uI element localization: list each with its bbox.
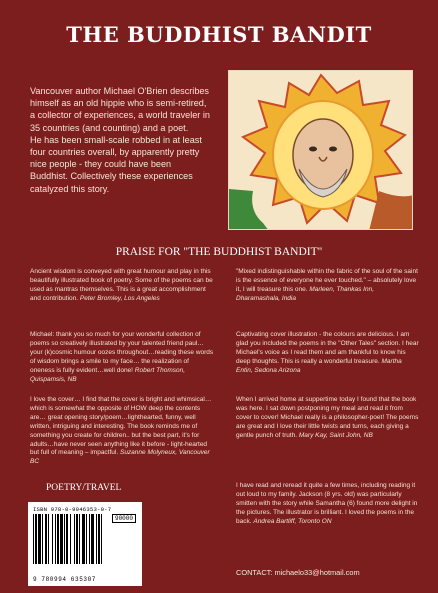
testimonial-attribution: Mary Kay, Saint John, NB [298, 431, 373, 439]
testimonial-text: "Mixed indistinguishable within the fabric of the soul of the saint is the essence of everyone he ever touched." – absolutely love it, I will treasure this one. [236, 268, 418, 293]
barcode-number: 9 780994 635307 [33, 576, 97, 583]
price-code: 90000 [112, 514, 136, 523]
testimonial-attribution: Marleen, Thankas Inn, Dharamashala, India [236, 285, 375, 302]
barcode-bars [33, 514, 133, 572]
contact-info: CONTACT: michaelo33@hotmail.com [236, 568, 360, 577]
testimonial [236, 396, 419, 441]
author-bio [30, 85, 210, 195]
category-label: POETRY/TRAVEL [46, 483, 122, 493]
testimonial-text: Ancient wisdom is conveyed with great humour and play in this beautifully illustrated book of poetry. Some of the poems can be used as mantras themselves. This is a great accomplishment and contribution. [30, 268, 213, 302]
testimonial [236, 482, 419, 527]
testimonial [30, 268, 215, 304]
testimonial [30, 331, 215, 384]
testimonial-attribution: Peter Bromley, Los Angeles [79, 294, 160, 302]
testimonial-text: When I arrived home at suppertime today I found that the book was here. I sat down postponing my meal and read it from cover to cover! Michael really is a philosopher-poet! The poems are great and I love their little twists and turns, each giving a gentle punch of truth. [236, 396, 419, 439]
isbn-barcode [28, 502, 142, 586]
bio-paragraph: He has been small-scale robbed in at least four countries overall, by apparently pretty nice people - they could have been Buddhist. Collectively these experiences catalyzed this story. [30, 134, 202, 194]
testimonial [236, 268, 419, 304]
testimonial [30, 396, 215, 467]
isbn-text: ISBN 978-0-9946353-0-7 [33, 506, 112, 513]
cover-illustration [228, 70, 413, 230]
testimonial-text: Captivating cover illustration - the colours are delicious. I am glad you included the poems in the "Other Tales" section. I hear Michael's voice as I read them and am thankful to know his deep thoughts. This is really a wonderful treasure. [236, 331, 419, 365]
testimonial-text: I have read and reread it quite a few times, including reading it out loud to my family. Jackson (8 yrs. old) was particularly smitten with the story while Samantha (6) found more delight in the pictures. The illustrator is brilliant. I loved the poems in the back. [236, 482, 418, 525]
testimonial-attribution: Andrea Bartliff, Toronto ON [253, 517, 332, 525]
testimonial-text: Michael: thank you so much for your wonderful collection of poems so creatively illustrated by your talented friend paul… your (k)cosmic humour oozes throughout…reading these words of wisdom brings a smile to my face… the realization of oneness is fully evident…well done! [30, 331, 214, 374]
bio-paragraph: Vancouver author Michael O'Brien describes himself as an old hippie who is semi-retired, a collector of experiences, a world traveler in 35 countries (and counting) and a poet. [30, 86, 210, 133]
cover-art-image [229, 71, 413, 230]
testimonial-attribution: Robert Thomson, Quispamsis, NB [30, 366, 186, 383]
praise-heading: PRAISE FOR "THE BUDDHIST BANDIT" [115, 246, 323, 258]
testimonial-attribution: Martha Entin, Sedona Arizona [236, 357, 402, 374]
testimonial-attribution: Suzanne Molyneux, Vancouver BC [30, 449, 210, 466]
testimonial [236, 331, 419, 376]
book-title: THE BUDDHIST BANDIT [66, 22, 372, 47]
testimonial-text: I love the cover… I find that the cover is bright and whimsical…which is somewhat the opposite of HOW deep the contents are… great opening story/poem…lighthearted, funny, well written, intriguing and interesting. The book reminds me of something you create for children.. but the best part, it's for adults…have never seen anything like it before - light-hearted but full of meaning – impactful. [30, 396, 212, 457]
